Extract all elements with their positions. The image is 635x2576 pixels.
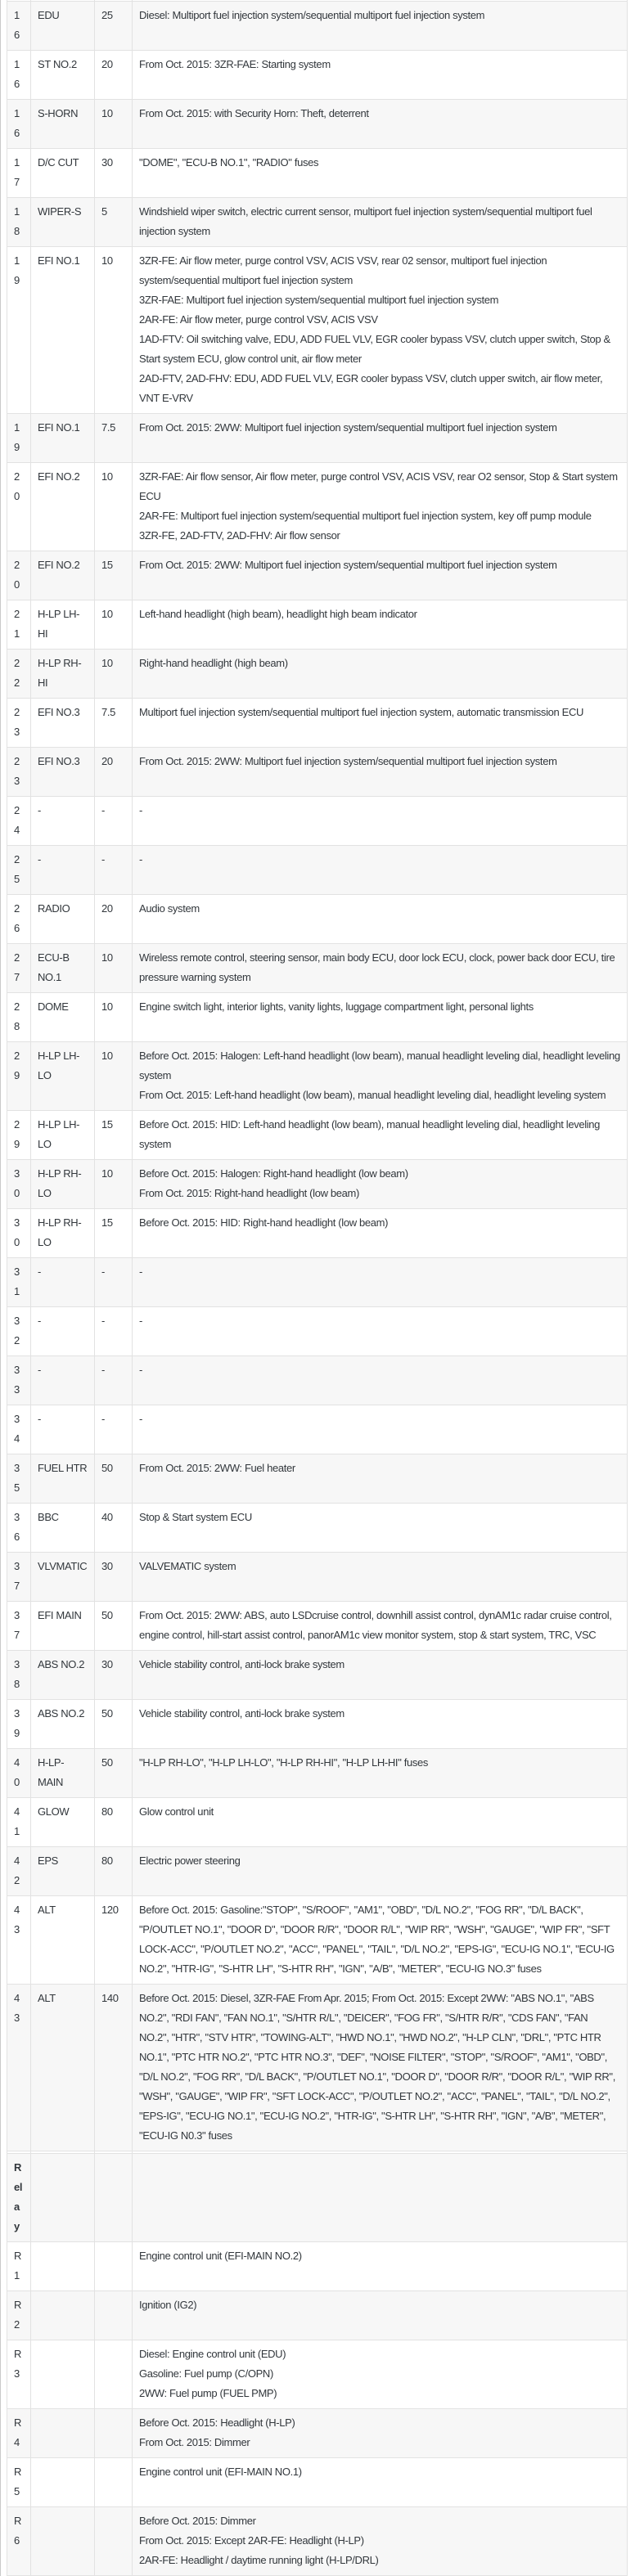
fuse-description-cell bbox=[133, 699, 628, 748]
fuse-description-cell bbox=[133, 1258, 628, 1307]
description-line: Electric power steering bbox=[139, 1854, 241, 1867]
description-line: From Oct. 2015: Except 2AR-FE: Headlight (H-LP) bbox=[139, 2534, 364, 2547]
description-line: From Oct. 2015: 2WW: Multiport fuel injection system/sequential multiport fuel injection system bbox=[139, 421, 557, 434]
fuse-number-cell: 29 bbox=[7, 1042, 31, 1111]
description-line: 3ZR-FE: Air flow meter, purge control VSV, ACIS VSV, rear 02 sensor, multiport fuel injection system/sequential multiport fuel injection system bbox=[139, 254, 547, 286]
fuse-description-cell bbox=[133, 100, 628, 149]
description-line: "H-LP RH-LO", "H-LP LH-LO", "H-LP RH-HI", "H-LP LH-HI" fuses bbox=[139, 1756, 429, 1769]
fuse-name-cell: ABS NO.2 bbox=[31, 1651, 95, 1700]
fuse-description-cell bbox=[133, 551, 628, 600]
fuse-name-cell: - bbox=[31, 1258, 95, 1307]
table-row bbox=[7, 2242, 628, 2291]
fuse-number-cell: R6 bbox=[7, 2507, 31, 2576]
fuse-amperage-cell bbox=[95, 2409, 133, 2458]
fuse-name-cell: - bbox=[31, 1307, 95, 1356]
fuse-number-cell: 38 bbox=[7, 1651, 31, 1700]
fuse-name-cell: EFI NO.3 bbox=[31, 699, 95, 748]
fuse-description-cell bbox=[133, 463, 628, 551]
description-line: From Oct. 2015: 2WW: Fuel heater bbox=[139, 1462, 295, 1474]
fuse-number-cell: 37 bbox=[7, 1553, 31, 1602]
fuse-description-cell bbox=[133, 2291, 628, 2340]
description-line: Vehicle stability control, anti-lock brake system bbox=[139, 1707, 345, 1720]
description-line: From Oct. 2015: Right-hand headlight (low beam) bbox=[139, 1187, 359, 1199]
table-row bbox=[7, 2, 628, 51]
fuse-amperage-cell: 50 bbox=[95, 1700, 133, 1749]
fuse-description-cell bbox=[133, 1307, 628, 1356]
table-row bbox=[7, 2340, 628, 2409]
fuse-description-cell bbox=[133, 1651, 628, 1700]
fuse-amperage-cell: 10 bbox=[95, 600, 133, 650]
description-line: From Oct. 2015: 2WW: Multiport fuel injection system/sequential multiport fuel injection system bbox=[139, 559, 557, 571]
fuse-name-cell: ALT bbox=[31, 1985, 95, 2151]
fuse-description-cell bbox=[133, 1602, 628, 1651]
fuse-amperage-cell: 10 bbox=[95, 993, 133, 1042]
table-row bbox=[7, 149, 628, 198]
fuse-number-cell: 21 bbox=[7, 600, 31, 650]
fuse-name-cell: H-LP-MAIN bbox=[31, 1749, 95, 1798]
fuse-name-cell: ST NO.2 bbox=[31, 51, 95, 100]
table-row bbox=[7, 2291, 628, 2340]
description-line: - bbox=[139, 1266, 142, 1278]
fuse-name-cell: - bbox=[31, 1405, 95, 1454]
left-edge-divider bbox=[0, 0, 1, 2576]
fuse-description-cell bbox=[133, 1160, 628, 1209]
table-row bbox=[7, 944, 628, 993]
fuse-description-cell bbox=[133, 2340, 628, 2409]
fuse-name-cell: ABS NO.2 bbox=[31, 1700, 95, 1749]
fuse-amperage-cell: 30 bbox=[95, 1651, 133, 1700]
fuse-amperage-cell: 5 bbox=[95, 198, 133, 247]
fuse-name-cell: EFI NO.2 bbox=[31, 463, 95, 551]
fuse-number-cell: 19 bbox=[7, 247, 31, 414]
fuse-description-cell bbox=[133, 1405, 628, 1454]
fuse-amperage-cell: 10 bbox=[95, 1042, 133, 1111]
description-line: From Oct. 2015: Dimmer bbox=[139, 2436, 250, 2448]
fuse-number-cell: 43 bbox=[7, 1896, 31, 1985]
fuse-description-cell bbox=[133, 149, 628, 198]
fuse-amperage-cell bbox=[95, 2507, 133, 2576]
fuse-number-cell: R1 bbox=[7, 2242, 31, 2291]
table-row bbox=[7, 1111, 628, 1160]
table-row bbox=[7, 699, 628, 748]
description-line: Gasoline: Fuel pump (C/OPN) bbox=[139, 2367, 273, 2380]
fuse-description-cell bbox=[133, 895, 628, 944]
fuse-amperage-cell: 50 bbox=[95, 1602, 133, 1651]
table-row bbox=[7, 1602, 628, 1651]
fuse-description-cell bbox=[133, 650, 628, 699]
fuse-amperage-cell: 10 bbox=[95, 100, 133, 149]
fuse-number-cell: 27 bbox=[7, 944, 31, 993]
table-row bbox=[7, 463, 628, 551]
description-line: 2AR-FE: Air flow meter, purge control VSV, ACIS VSV bbox=[139, 313, 378, 326]
fuse-number-cell: R3 bbox=[7, 2340, 31, 2409]
fuse-description-cell bbox=[133, 2, 628, 51]
fuse-name-cell: - bbox=[31, 1356, 95, 1405]
fuse-number-cell: 40 bbox=[7, 1749, 31, 1798]
fuse-number-cell: 23 bbox=[7, 699, 31, 748]
fuse-name-cell: ALT bbox=[31, 1896, 95, 1985]
description-line: Left-hand headlight (high beam), headlight high beam indicator bbox=[139, 608, 417, 620]
fuse-description-cell bbox=[133, 2507, 628, 2576]
table-row bbox=[7, 2507, 628, 2576]
fuse-amperage-cell bbox=[95, 2154, 133, 2242]
fuse-name-cell: - bbox=[31, 797, 95, 846]
table-row bbox=[7, 600, 628, 650]
table-row bbox=[7, 1405, 628, 1454]
fuse-amperage-cell: 50 bbox=[95, 1749, 133, 1798]
fuse-description-cell bbox=[133, 944, 628, 993]
description-line: Diesel: Multiport fuel injection system/sequential multiport fuel injection system bbox=[139, 9, 485, 21]
fuse-description-cell bbox=[133, 1700, 628, 1749]
fuse-description-cell bbox=[133, 2242, 628, 2291]
description-line: 3ZR-FAE: Air flow sensor, Air flow meter, purge control VSV, ACIS VSV, rear O2 sensor, Stop & Start system ECU bbox=[139, 470, 618, 502]
fuse-number-cell: 43 bbox=[7, 1985, 31, 2151]
fuse-name-cell: FUEL HTR bbox=[31, 1454, 95, 1504]
fuse-number-cell: 22 bbox=[7, 650, 31, 699]
fuse-name-cell: H-LP LH-LO bbox=[31, 1111, 95, 1160]
fuse-amperage-cell bbox=[95, 2458, 133, 2507]
fuse-name-cell: VLVMATIC bbox=[31, 1553, 95, 1602]
description-line: Engine control unit (EFI-MAIN NO.1) bbox=[139, 2466, 302, 2478]
table-row bbox=[7, 1356, 628, 1405]
fuse-number-cell: R4 bbox=[7, 2409, 31, 2458]
fuse-amperage-cell: 20 bbox=[95, 51, 133, 100]
fuse-description-cell bbox=[133, 1209, 628, 1258]
description-line: From Oct. 2015: with Security Horn: Theft, deterrent bbox=[139, 107, 369, 119]
fuse-amperage-cell bbox=[95, 2242, 133, 2291]
table-row bbox=[7, 1749, 628, 1798]
description-line: Right-hand headlight (high beam) bbox=[139, 657, 288, 669]
fuse-amperage-cell: 50 bbox=[95, 1454, 133, 1504]
fuse-name-cell: H-LP LH-LO bbox=[31, 1042, 95, 1111]
fuse-description-cell bbox=[133, 1504, 628, 1553]
description-line: 2WW: Fuel pump (FUEL PMP) bbox=[139, 2387, 277, 2399]
fuse-amperage-cell: 15 bbox=[95, 1111, 133, 1160]
fuse-amperage-cell: 80 bbox=[95, 1798, 133, 1847]
description-line: Vehicle stability control, anti-lock brake system bbox=[139, 1658, 345, 1670]
fuse-number-cell: 42 bbox=[7, 1847, 31, 1896]
description-line: From Oct. 2015: Left-hand headlight (low beam), manual headlight leveling dial, headlight leveling system bbox=[139, 1089, 606, 1101]
description-line: From Oct. 2015: 3ZR-FAE: Starting system bbox=[139, 58, 331, 70]
fuse-name-cell bbox=[31, 2507, 95, 2576]
description-line: VALVEMATIC system bbox=[139, 1560, 236, 1572]
table-row bbox=[7, 414, 628, 463]
fuse-description-cell bbox=[133, 1553, 628, 1602]
fuse-description-cell bbox=[133, 1042, 628, 1111]
table-row bbox=[7, 1700, 628, 1749]
fuse-number-cell: 25 bbox=[7, 846, 31, 895]
description-line: 2AR-FE: Multiport fuel injection system/sequential multiport fuel injection system, key off pump module bbox=[139, 510, 592, 522]
fuse-number-cell: 29 bbox=[7, 1111, 31, 1160]
description-line: - bbox=[139, 1364, 142, 1376]
fuse-number-cell: 32 bbox=[7, 1307, 31, 1356]
fuse-name-cell: DOME bbox=[31, 993, 95, 1042]
table-row bbox=[7, 1553, 628, 1602]
fuse-description-cell bbox=[133, 414, 628, 463]
description-line: Before Oct. 2015: HID: Right-hand headlight (low beam) bbox=[139, 1216, 389, 1229]
fuse-amperage-cell: 10 bbox=[95, 1160, 133, 1209]
description-line: 2AD-FTV, 2AD-FHV: EDU, ADD FUEL VLV, EGR cooler bypass VSV, clutch upper switch, air flow meter, VNT E-VRV bbox=[139, 372, 603, 404]
table-row bbox=[7, 1042, 628, 1111]
description-line: From Oct. 2015: 2WW: Multiport fuel injection system/sequential multiport fuel injection system bbox=[139, 755, 557, 767]
fuse-name-cell bbox=[31, 2242, 95, 2291]
table-row bbox=[7, 1651, 628, 1700]
description-line: Before Oct. 2015: Dimmer bbox=[139, 2515, 256, 2527]
fuse-number-cell: 18 bbox=[7, 198, 31, 247]
fuse-amperage-cell bbox=[95, 2291, 133, 2340]
table-row bbox=[7, 1160, 628, 1209]
fuse-description-cell bbox=[133, 2409, 628, 2458]
table-row bbox=[7, 551, 628, 600]
fuse-number-cell: 16 bbox=[7, 100, 31, 149]
table-row bbox=[7, 846, 628, 895]
description-line: Before Oct. 2015: Headlight (H-LP) bbox=[139, 2416, 295, 2429]
fuse-name-cell bbox=[31, 2154, 95, 2242]
fuse-name-cell bbox=[31, 2409, 95, 2458]
fuse-name-cell: WIPER-S bbox=[31, 198, 95, 247]
fuse-number-cell: R5 bbox=[7, 2458, 31, 2507]
fuse-number-cell: 41 bbox=[7, 1798, 31, 1847]
fuse-amperage-cell: 30 bbox=[95, 1553, 133, 1602]
fuse-number-cell: 24 bbox=[7, 797, 31, 846]
description-line: Stop & Start system ECU bbox=[139, 1511, 252, 1523]
description-line: 1AD-FTV: Oil switching valve, EDU, ADD FUEL VLV, EGR cooler bypass VSV, clutch upper switch, Stop & Start system ECU, glow control unit, air flow meter bbox=[139, 333, 610, 365]
fuse-description-cell bbox=[133, 247, 628, 414]
fuse-number-cell: 26 bbox=[7, 895, 31, 944]
description-line: Audio system bbox=[139, 902, 200, 915]
fuse-amperage-cell: 80 bbox=[95, 1847, 133, 1896]
fuse-description-cell bbox=[133, 846, 628, 895]
table-row bbox=[7, 895, 628, 944]
fuse-description-cell bbox=[133, 1454, 628, 1504]
fuse-name-cell: GLOW bbox=[31, 1798, 95, 1847]
fuse-number-cell: R2 bbox=[7, 2291, 31, 2340]
fuse-name-cell: EFI NO.3 bbox=[31, 748, 95, 797]
fuse-number-cell: 16 bbox=[7, 2, 31, 51]
fuse-amperage-cell: 15 bbox=[95, 1209, 133, 1258]
fuse-number-cell: 16 bbox=[7, 51, 31, 100]
table-row bbox=[7, 1798, 628, 1847]
fuse-number-cell: 17 bbox=[7, 149, 31, 198]
fuse-amperage-cell: - bbox=[95, 1307, 133, 1356]
description-line: Multiport fuel injection system/sequential multiport fuel injection system, automatic transmission ECU bbox=[139, 706, 584, 718]
fuse-name-cell: D/C CUT bbox=[31, 149, 95, 198]
fuse-description-cell bbox=[133, 1985, 628, 2151]
fuse-name-cell: RADIO bbox=[31, 895, 95, 944]
fuse-number-cell: 30 bbox=[7, 1160, 31, 1209]
table-row bbox=[7, 1209, 628, 1258]
fuse-number-cell: 37 bbox=[7, 1602, 31, 1651]
fuse-description-cell bbox=[133, 993, 628, 1042]
fuse-description-cell bbox=[133, 1111, 628, 1160]
fuse-amperage-cell: 10 bbox=[95, 944, 133, 993]
description-line: - bbox=[139, 853, 142, 865]
description-line: Before Oct. 2015: Halogen: Right-hand headlight (low beam) bbox=[139, 1167, 408, 1180]
fuse-name-cell: EFI MAIN bbox=[31, 1602, 95, 1651]
fuse-amperage-cell: - bbox=[95, 1258, 133, 1307]
fuse-amperage-cell: 30 bbox=[95, 149, 133, 198]
description-line: Diesel: Engine control unit (EDU) bbox=[139, 2348, 286, 2360]
fuse-amperage-cell bbox=[95, 2340, 133, 2409]
fuse-name-cell: BBC bbox=[31, 1504, 95, 1553]
fuse-name-cell: EFI NO.1 bbox=[31, 247, 95, 414]
description-line: - bbox=[139, 1413, 142, 1425]
description-line: - bbox=[139, 1315, 142, 1327]
fuse-amperage-cell: - bbox=[95, 797, 133, 846]
table-row bbox=[7, 198, 628, 247]
fuse-table-body bbox=[7, 2, 628, 2576]
description-line: Before Oct. 2015: Halogen: Left-hand headlight (low beam), manual headlight leveling dial, headlight leveling system bbox=[139, 1050, 620, 1081]
fuse-name-cell bbox=[31, 2291, 95, 2340]
table-row bbox=[7, 1258, 628, 1307]
fuse-description-cell bbox=[133, 51, 628, 100]
fuse-description-cell bbox=[133, 1749, 628, 1798]
fuse-amperage-cell: 10 bbox=[95, 463, 133, 551]
fuse-amperage-cell: 20 bbox=[95, 895, 133, 944]
description-line: Windshield wiper switch, electric current sensor, multiport fuel injection system/sequential multiport fuel injection system bbox=[139, 205, 592, 237]
fuse-number-cell: Relay bbox=[7, 2154, 31, 2242]
table-row bbox=[7, 100, 628, 149]
description-line: Before Oct. 2015: HID: Left-hand headlight (low beam), manual headlight leveling dial, headlight leveling system bbox=[139, 1118, 601, 1150]
fuse-amperage-cell: - bbox=[95, 1405, 133, 1454]
table-row bbox=[7, 51, 628, 100]
fuse-amperage-cell: - bbox=[95, 1356, 133, 1405]
description-line: Wireless remote control, steering sensor, main body ECU, door lock ECU, clock, power back door ECU, tire pressure warning system bbox=[139, 951, 615, 983]
fuse-amperage-cell: 7.5 bbox=[95, 699, 133, 748]
fuse-number-cell: 19 bbox=[7, 414, 31, 463]
table-row bbox=[7, 247, 628, 414]
fuse-number-cell: 34 bbox=[7, 1405, 31, 1454]
fuse-number-cell: 35 bbox=[7, 1454, 31, 1504]
fuse-description-cell bbox=[133, 1896, 628, 1985]
fuse-name-cell: H-LP RH-LO bbox=[31, 1209, 95, 1258]
fuse-name-cell: EDU bbox=[31, 2, 95, 51]
table-row bbox=[7, 1847, 628, 1896]
fuse-number-cell: 28 bbox=[7, 993, 31, 1042]
description-line: 3ZR-FAE: Multiport fuel injection system/sequential multiport fuel injection system bbox=[139, 294, 499, 306]
table-row bbox=[7, 2409, 628, 2458]
table-row bbox=[7, 1985, 628, 2151]
description-line: Engine control unit (EFI-MAIN NO.2) bbox=[139, 2250, 302, 2262]
fuse-amperage-cell: 40 bbox=[95, 1504, 133, 1553]
fuse-amperage-cell: 140 bbox=[95, 1985, 133, 2151]
fuse-description-cell bbox=[133, 1847, 628, 1896]
description-line: From Oct. 2015: 2WW: ABS, auto LSDcruise control, downhill assist control, dynAM1c radar cruise control, engine control, hill-start assist control, panorAM1c view monitor system, stop & start system, TRC, VSC bbox=[139, 1609, 612, 1641]
fuse-number-cell: 39 bbox=[7, 1700, 31, 1749]
fuse-name-cell bbox=[31, 2340, 95, 2409]
fuse-number-cell: 23 bbox=[7, 748, 31, 797]
description-line: "DOME", "ECU-B NO.1", "RADIO" fuses bbox=[139, 156, 319, 169]
fuse-name-cell: EFI NO.1 bbox=[31, 414, 95, 463]
fuse-name-cell bbox=[31, 2458, 95, 2507]
description-line: Ignition (IG2) bbox=[139, 2299, 197, 2311]
fuse-name-cell: H-LP LH-HI bbox=[31, 600, 95, 650]
fuse-name-cell: - bbox=[31, 846, 95, 895]
fuse-amperage-cell: - bbox=[95, 846, 133, 895]
fuse-number-cell: 30 bbox=[7, 1209, 31, 1258]
fuse-amperage-cell: 7.5 bbox=[95, 414, 133, 463]
fuse-description-cell bbox=[133, 2154, 628, 2242]
fuse-amperage-cell: 15 bbox=[95, 551, 133, 600]
table-row bbox=[7, 748, 628, 797]
fuse-amperage-cell: 20 bbox=[95, 748, 133, 797]
fuse-number-cell: 36 bbox=[7, 1504, 31, 1553]
description-line: Before Oct. 2015: Diesel, 3ZR-FAE From Apr. 2015; From Oct. 2015: Except 2WW: "ABS NO.1", "ABS NO.2", "RDI FAN", "FAN NO.1", "S/HTR R/L", "DEICER", "FOG FR", "S/HTR R/R", "CDS FAN", "FAN NO.2", "HTR", "STV HTR", "TOWING-ALT", "HWD NO.1", "HWD NO.2", "H-LP CLN", "DRL", "PTC HTR NO.1", "PTC HTR NO.2", "PTC HTR NO.3", "DEF", "NOISE FILTER", "STOP", "S/ROOF", "AM1", "OBD", "D/L NO.2", "FOG RR", "D/L BACK", "P/OUTLET NO.1", "DOOR D", "DOOR R/R", "DOOR R/L", "WIP RR", "WSH", "GAUGE", "WIP FR", "SFT LOCK-ACC", "P/OUTLET NO.2", "ACC", "PANEL", "TAIL", "D/L NO.2", "EPS-IG", "ECU-IG NO.1", "ECU-IG NO.2", "HTR-IG", "S-HTR LH", "S-HTR RH", "IGN", "A/B", "METER", "ECU-IG N0.3" fuses bbox=[139, 1992, 615, 2142]
table-row bbox=[7, 2458, 628, 2507]
fuse-name-cell: EFI NO.2 bbox=[31, 551, 95, 600]
fuse-table bbox=[7, 0, 628, 2576]
fuse-description-cell bbox=[133, 2458, 628, 2507]
table-row bbox=[7, 1504, 628, 1553]
fuse-number-cell: 20 bbox=[7, 551, 31, 600]
section-row bbox=[7, 2154, 628, 2242]
fuse-description-cell bbox=[133, 748, 628, 797]
fuse-name-cell: H-LP RH-LO bbox=[31, 1160, 95, 1209]
fuse-amperage-cell: 120 bbox=[95, 1896, 133, 1985]
table-row bbox=[7, 993, 628, 1042]
fuse-name-cell: EPS bbox=[31, 1847, 95, 1896]
fuse-number-cell: 31 bbox=[7, 1258, 31, 1307]
table-row bbox=[7, 1307, 628, 1356]
fuse-number-cell: 33 bbox=[7, 1356, 31, 1405]
table-row bbox=[7, 1454, 628, 1504]
table-row bbox=[7, 797, 628, 846]
description-line: Glow control unit bbox=[139, 1805, 214, 1818]
fuse-description-cell bbox=[133, 198, 628, 247]
fuse-name-cell: H-LP RH-HI bbox=[31, 650, 95, 699]
table-row bbox=[7, 1896, 628, 1985]
table-row bbox=[7, 650, 628, 699]
fuse-number-cell: 20 bbox=[7, 463, 31, 551]
fuse-description-cell bbox=[133, 1356, 628, 1405]
fuse-name-cell: S-HORN bbox=[31, 100, 95, 149]
description-line: Before Oct. 2015: Gasoline:"STOP", "S/ROOF", "AM1", "OBD", "D/L NO.2", "FOG RR", "D/L BACK", "P/OUTLET NO.1", "DOOR D", "DOOR R/R", "DOOR R/L", "WIP RR", "WSH", "GAUGE", "WIP FR", "SFT LOCK-ACC", "P/OUTLET NO.2", "ACC", "PANEL", "TAIL", "D/L NO.2", "EPS-IG", "ECU-IG NO.1", "ECU-IG NO.2", "HTR-IG", "S-HTR LH", "S-HTR RH", "IGN", "A/B", "METER", "ECU-IG NO.3" fuses bbox=[139, 1904, 615, 1975]
fuse-description-cell bbox=[133, 797, 628, 846]
description-line: 2AR-FE: Headlight / daytime running light (H-LP/DRL) bbox=[139, 2554, 379, 2566]
description-line: 3ZR-FE, 2AD-FTV, 2AD-FHV: Air flow sensor bbox=[139, 529, 340, 542]
description-line: - bbox=[139, 804, 142, 816]
description-line: Engine switch light, interior lights, vanity lights, luggage compartment light, personal lights bbox=[139, 1000, 534, 1013]
fuse-amperage-cell: 10 bbox=[95, 650, 133, 699]
fuse-name-cell: ECU-B NO.1 bbox=[31, 944, 95, 993]
fuse-description-cell bbox=[133, 1798, 628, 1847]
fuse-amperage-cell: 25 bbox=[95, 2, 133, 51]
fuse-amperage-cell: 10 bbox=[95, 247, 133, 414]
fuse-description-cell bbox=[133, 600, 628, 650]
